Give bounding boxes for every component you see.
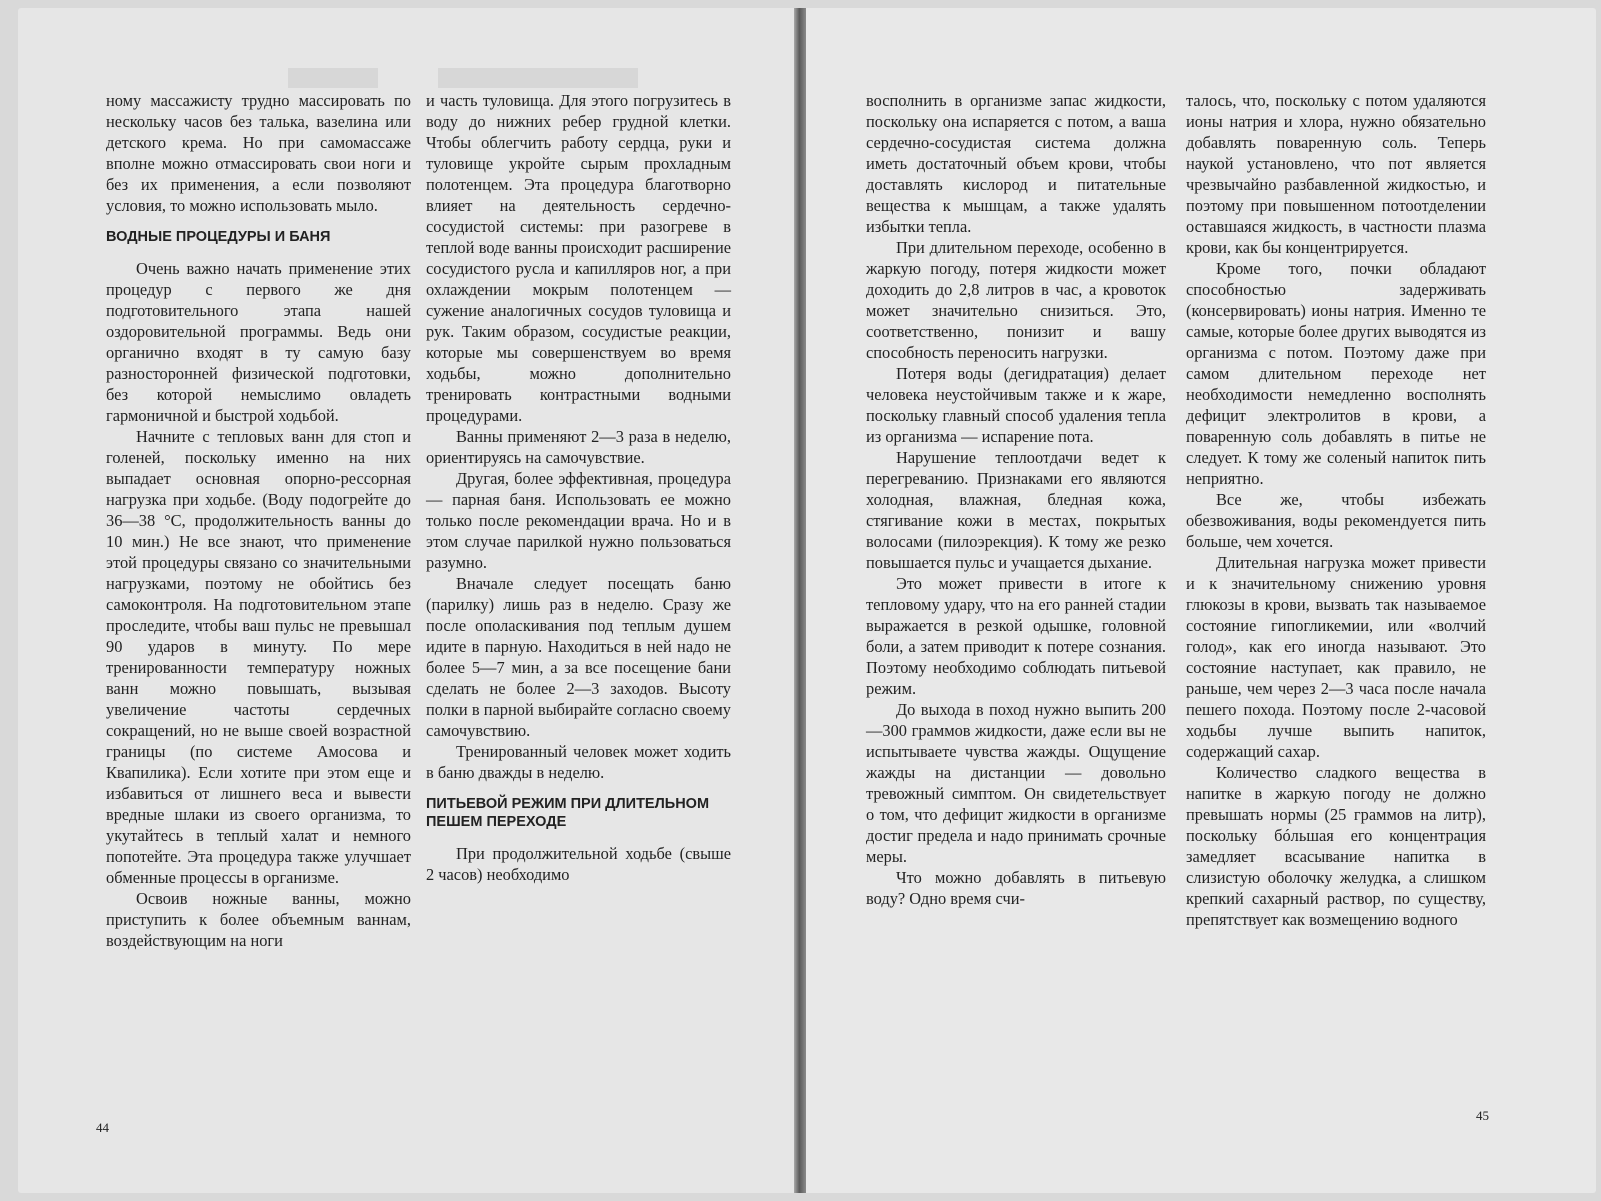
paragraph: Это может привести в итоге к тепловому удару, что на его ранней стадии выражается в резкой одышке, головной боли, а затем приводит к потере сознания. Поэтому необходимо соблюдать питьевой режим. (866, 574, 1166, 698)
section-heading: ВОДНЫЕ ПРОЦЕДУРЫ И БАНЯ (106, 229, 331, 245)
left-page-column-2 (426, 90, 731, 885)
bleed-through-mark (438, 68, 638, 88)
paragraph: Очень важно начать применение этих процедур с первого же дня подготовительного этапа нашей оздоровительной программы. Ведь они органично входят в ту самую базу разносторонней физической подготовки, без которой немыслимо овладеть гармоничной и быстрой ходьбой. (106, 259, 411, 425)
paragraph: Начните с тепловых ванн для стоп и голеней, поскольку именно на них выпадает основная опорно-рессорная нагрузка при ходьбе. (Воду подогрейте до 36—38 °С, продолжительность ванны до 10 мин.) Не все знают, что применение этой процедуры связано со значительными нагрузками, поэтому не обойтись без самоконтроля. На подготовительном этапе проследите, чтобы ваш пульс не превышал 90 ударов в минуту. По мере тренированности температуру ножных ванн можно повышать, вызывая увеличение частоты сердечных сокращений, но не выше своей возрастной границы (по системе Амосова и Квапилика). Если хотите при этом еще и избавиться от лишнего веса и вывести вредные шлаки из своего организма, то укутайтесь в теплый халат и немного попотейте. Эта процедура также улучшает обменные процессы в организме. (106, 427, 411, 887)
paragraph: При длительном переходе, особенно в жаркую погоду, потеря жидкости может доходить до 2,8 литров в час, а кровоток может значительно снизиться. Это, соответственно, понизит и вашу способность переносить нагрузки. (866, 238, 1166, 362)
section-heading: ПИТЬЕВОЙ РЕЖИМ ПРИ ДЛИТЕЛЬНОМ ПЕШЕМ ПЕРЕХОДЕ (426, 796, 710, 830)
paragraph: Все же, чтобы избежать обезвоживания, воды рекомендуется пить больше, чем хочется. (1186, 490, 1486, 551)
paragraph: талось, что, поскольку с потом удаляются ионы натрия и хлора, нужно обязательно добавлять поваренную соль. Теперь наукой установлено, что пот является чрезвычайно разбавленной жидкостью, и поэтому при повышенном потоотделении оставшаяся жидкость, в частности плазма крови, как бы концентрируется. (1186, 91, 1486, 257)
paragraph: Потеря воды (дегидратация) делает человека неустойчивым также и к жаре, поскольку главный способ удаления тепла из организма — испарение пота. (866, 364, 1166, 446)
paragraph: Другая, более эффективная, процедура — парная баня. Использовать ее можно только после рекомендации врача. Но и в этом случае парилкой нужно пользоваться разумно. (426, 469, 731, 572)
left-page-column-1 (106, 90, 411, 951)
page-number-left: 44 (96, 1120, 109, 1135)
paragraph: Количество сладкого вещества в напитке в жаркую погоду не должно превышать нормы (25 граммов на литр), поскольку бóльшая его концентрация замедляет всасывание напитка в слизистую оболочку желудка, а слишком крепкий сахарный раствор, по существу, препятствует как возмещению водного (1186, 763, 1486, 929)
paragraph: Что можно добавлять в питьевую воду? Одно время счи- (866, 868, 1166, 908)
paragraph: До выхода в поход нужно выпить 200—300 граммов жидкости, даже если вы не испытываете чувства жажды. Ощущение жажды на дистанции — довольно тревожный симптом. Он свидетельствует о том, что дефицит жидкости в организме достиг предела и надо принимать срочные меры. (866, 700, 1166, 866)
left-page (18, 8, 794, 1193)
paragraph: Тренированный человек может ходить в баню дважды в неделю. (426, 742, 731, 782)
paragraph: восполнить в организме запас жидкости, поскольку она испаряется с потом, а ваша сердечно-сосудистая система должна иметь достаточный объем крови, чтобы доставлять кислород и питательные вещества к мышцам, а также удалять избытки тепла. (866, 91, 1166, 236)
paragraph: и часть туловища. Для этого погрузитесь в воду до нижних ребер грудной клетки. Чтобы облегчить работу сердца, руки и туловище укройте сырым прохладным полотенцем. Эта процедура благотворно влияет на деятельность сердечно-сосудистой системы: при разогреве в теплой воде ванны происходит расширение сосудистого русла и капилляров ног, а при охлаждении мокрым полотенцем — сужение аналогичных сосудов туловища и рук. Таким образом, сосудистые реакции, которые мы совершенствуем во время ходьбы, можно дополнительно тренировать контрастными водными процедурами. (426, 91, 731, 425)
paragraph: Вначале следует посещать баню (парилку) лишь раз в неделю. Сразу же после ополаскивания под теплым душем идите в парную. Находиться в ней надо не более 5—7 мин, а за все посещение бани сделать не более 2—3 заходов. Высоту полки в парной выбирайте согласно своему самочувствию. (426, 574, 731, 740)
bleed-through-mark (288, 68, 378, 88)
paragraph: При продолжительной ходьбе (свыше 2 часов) необходимо (426, 844, 731, 884)
paragraph: Ванны применяют 2—3 раза в неделю, ориентируясь на самочувствие. (426, 427, 731, 467)
paragraph: Длительная нагрузка может привести и к значительному снижению уровня глюкозы в крови, вызвать так называемое состояние гипогликемии, или «волчий голод», как его иногда называют. Это состояние наступает, как правило, не раньше, чем через 2—3 часа после начала пешего похода. Поэтому после 2-часовой ходьбы лучше выпить напиток, содержащий сахар. (1186, 553, 1486, 761)
right-page (806, 8, 1596, 1193)
right-page-column-2 (1186, 90, 1486, 930)
paragraph: Нарушение теплоотдачи ведет к перегреванию. Признаками его являются холодная, влажная, бледная кожа, стягивание кожи в местах, покрытых волосами (пилоэрекция). К тому же резко повышается пульс и учащается дыхание. (866, 448, 1166, 572)
paragraph: ному массажисту трудно массировать по нескольку часов без талька, вазелина или детского крема. Но при самомассаже вполне можно отмассировать свои ноги и без их применения, а если позволяют условия, то можно использовать мыло. (106, 91, 411, 215)
paragraph: Кроме того, почки обладают способностью задерживать (консервировать) ионы натрия. Именно те самые, которые более других выводятся из организма с потом. Поэтому даже при самом длительном переходе нет необходимости немедленно восполнять дефицит электролитов в крови, а поваренную соль добавлять в питье не следует. К тому же соленый напиток пить неприятно. (1186, 259, 1486, 488)
book-spine (794, 8, 806, 1193)
page-number-right: 45 (1476, 1108, 1489, 1123)
paragraph: Освоив ножные ванны, можно приступить к более объемным ваннам, воздействующим на ноги (106, 889, 411, 950)
right-page-column-1 (866, 90, 1166, 909)
